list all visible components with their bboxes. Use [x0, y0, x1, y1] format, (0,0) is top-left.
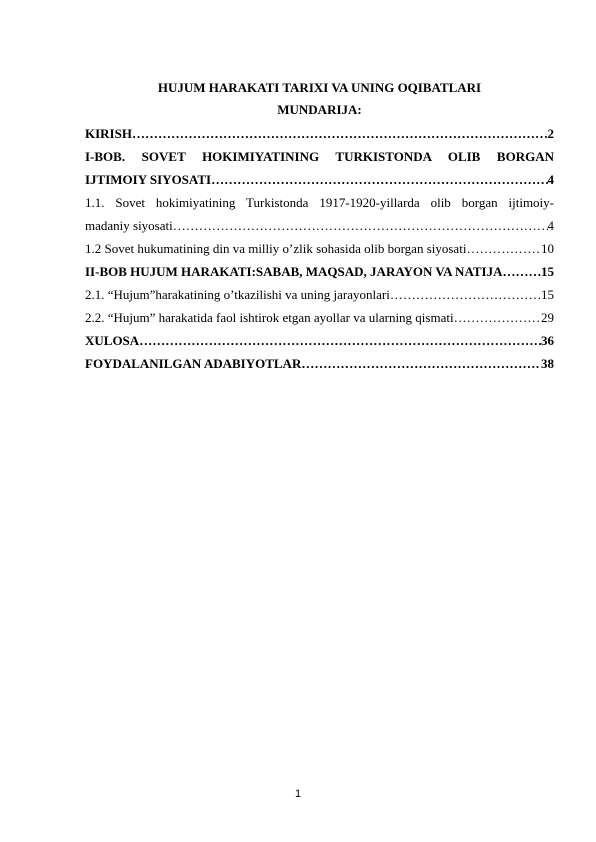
toc-entry-label: II-BOB HUJUM HARAKATI:SABAB, MAQSAD, JARAYON VA NATIJA	[85, 264, 503, 279]
toc-page-number: 4	[547, 218, 554, 233]
toc-entry-section-2-1[interactable]	[85, 283, 554, 306]
toc-page-number: 36	[541, 333, 554, 348]
toc-entry-section-1-2[interactable]	[85, 237, 554, 260]
page-number: 1	[294, 788, 302, 800]
toc-entry-label-line2: madaniy siyosati	[85, 218, 173, 233]
dot-leader	[454, 306, 541, 329]
table-of-contents	[85, 122, 554, 375]
toc-heading: MUNDARIJA:	[277, 102, 362, 117]
dot-leader	[466, 237, 541, 260]
dot-leader	[211, 168, 547, 191]
toc-entry-label: XULOSA	[85, 333, 140, 348]
toc-page-number: 29	[541, 310, 554, 325]
toc-entry-xulosa[interactable]	[85, 329, 554, 352]
toc-entry-label-line1: I-BOB. SOVET HOKIMIYATINING TURKISTONDA OLIB BORGAN	[85, 149, 554, 164]
document-title: HUJUM HARAKATI TARIXI VA UNING OQIBATLARI	[157, 80, 482, 95]
toc-entry-label: FOYDALANILGAN ADABIYOTLAR	[85, 356, 302, 371]
toc-entry-kirish[interactable]	[85, 122, 554, 145]
toc-page-number: 2	[547, 126, 554, 141]
toc-entry-section-1-1[interactable]	[85, 191, 554, 237]
toc-entry-label: 1.2 Sovet hukumatining din va milliy o’zlik sohasida olib borgan siyosati	[85, 241, 467, 256]
toc-page-number: 15	[541, 264, 554, 279]
dot-leader	[132, 122, 548, 145]
toc-page-number: 15	[541, 287, 554, 302]
toc-entry-chapter-1[interactable]	[85, 145, 554, 191]
dot-leader	[301, 352, 541, 375]
toc-page-number: 4	[547, 172, 554, 187]
dot-leader	[139, 329, 541, 352]
toc-entry-label: KIRISH	[85, 126, 132, 141]
dot-leader	[503, 260, 542, 283]
toc-page-number: 38	[541, 356, 554, 371]
toc-entry-chapter-2[interactable]	[85, 260, 554, 283]
toc-entry-label: 2.1. “Hujum”harakatining o’tkazilishi va uning jarayonlari	[85, 287, 390, 302]
toc-entry-section-2-2[interactable]	[85, 306, 554, 329]
toc-entry-label-line1: 1.1. Sovet hokimiyatining Turkistonda 1917-1920-yillarda olib borgan ijtimoiy-	[85, 195, 554, 210]
dot-leader	[390, 283, 541, 306]
toc-page-number: 10	[541, 241, 554, 256]
toc-entry-label-line2: IJTIMOIY SIYOSATI	[85, 172, 212, 187]
toc-entry-adabiyotlar[interactable]	[85, 352, 554, 375]
dot-leader	[173, 214, 548, 237]
toc-entry-label: 2.2. “Hujum” harakatida faol ishtirok etgan ayollar va ularning qismati	[85, 310, 454, 325]
